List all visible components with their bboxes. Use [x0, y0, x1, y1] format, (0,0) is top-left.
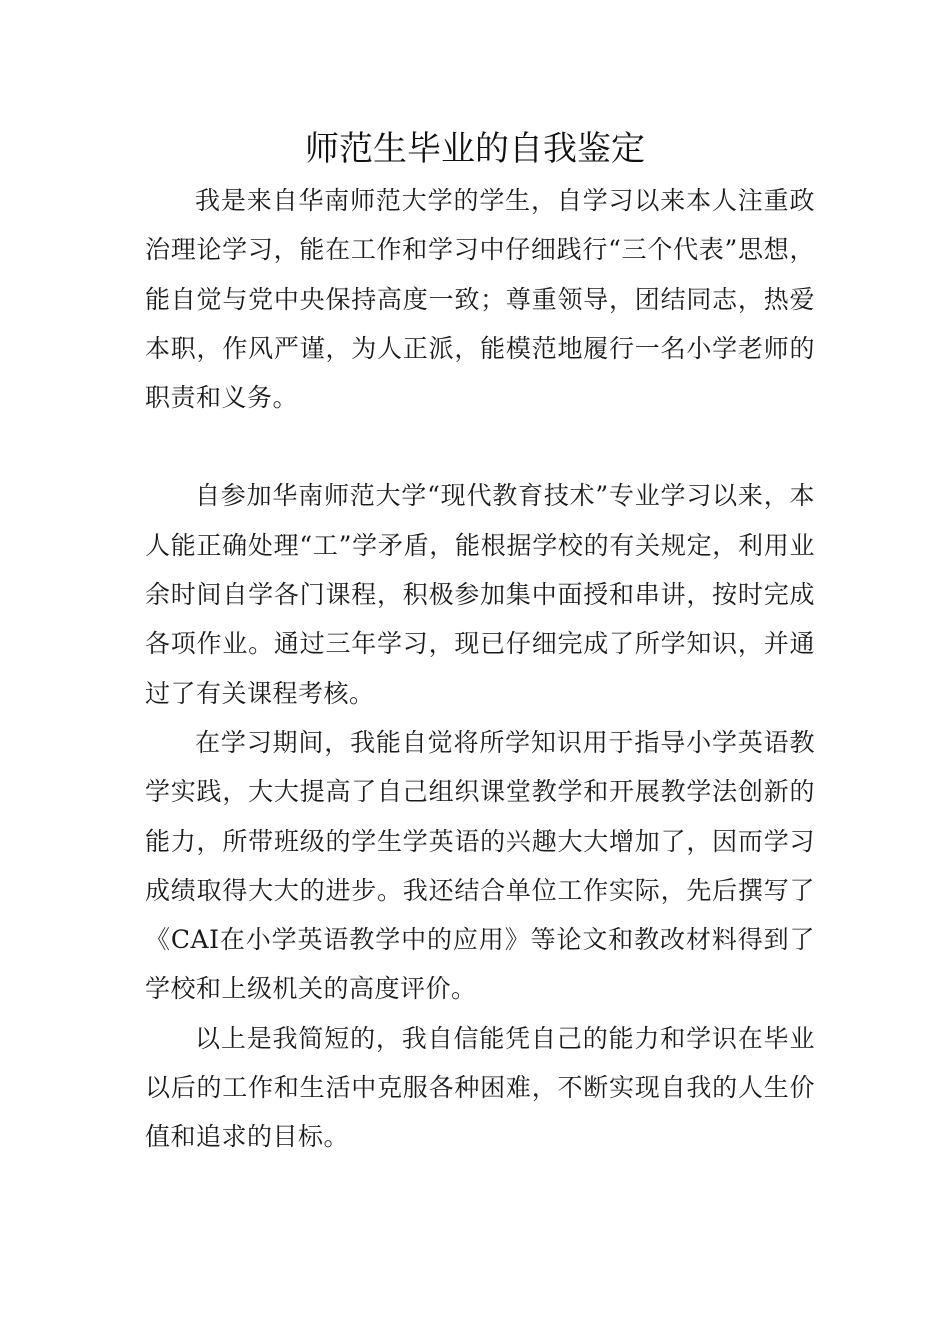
document-body — [145, 176, 815, 1162]
paragraph-2: 自参加华南师范大学“现代教育技术”专业学习以来，本人能正确处理“工”学矛盾，能根据学校的有关规定，利用业余时间自学各门课程，积极参加集中面授和串讲，按时完成各项作业。通过三年学习，现已仔细完成了所学知识，并通过了有关课程考核。 — [145, 481, 815, 708]
paragraph-gap — [145, 422, 815, 471]
paragraph-4: 以上是我简短的，我自信能凭自己的能力和学识在毕业以后的工作和生活中克服各种困难，不断实现自我的人生价值和追求的目标。 — [145, 1023, 815, 1152]
paragraph-3: 在学习期间，我能自觉将所学知识用于指导小学英语教学实践，大大提高了自己组织课堂教学和开展教学法创新的能力，所带班级的学生学英语的兴趣大大增加了，因而学习成绩取得大大的进步。我还结合单位工作实际，先后撰写了《CAI在小学英语教学中的应用》等论文和教改材料得到了学校和上级机关的高度评价。 — [145, 727, 815, 1004]
document-title: 师范生毕业的自我鉴定 — [305, 129, 645, 169]
paragraph-1: 我是来自华南师范大学的学生，自学习以来本人注重政治理论学习，能在工作和学习中仔细践行“三个代表”思想，能自觉与党中央保持高度一致；尊重领导，团结同志，热爱本职，作风严谨，为人正派，能模范地履行一名小学老师的职责和义务。 — [145, 186, 815, 413]
